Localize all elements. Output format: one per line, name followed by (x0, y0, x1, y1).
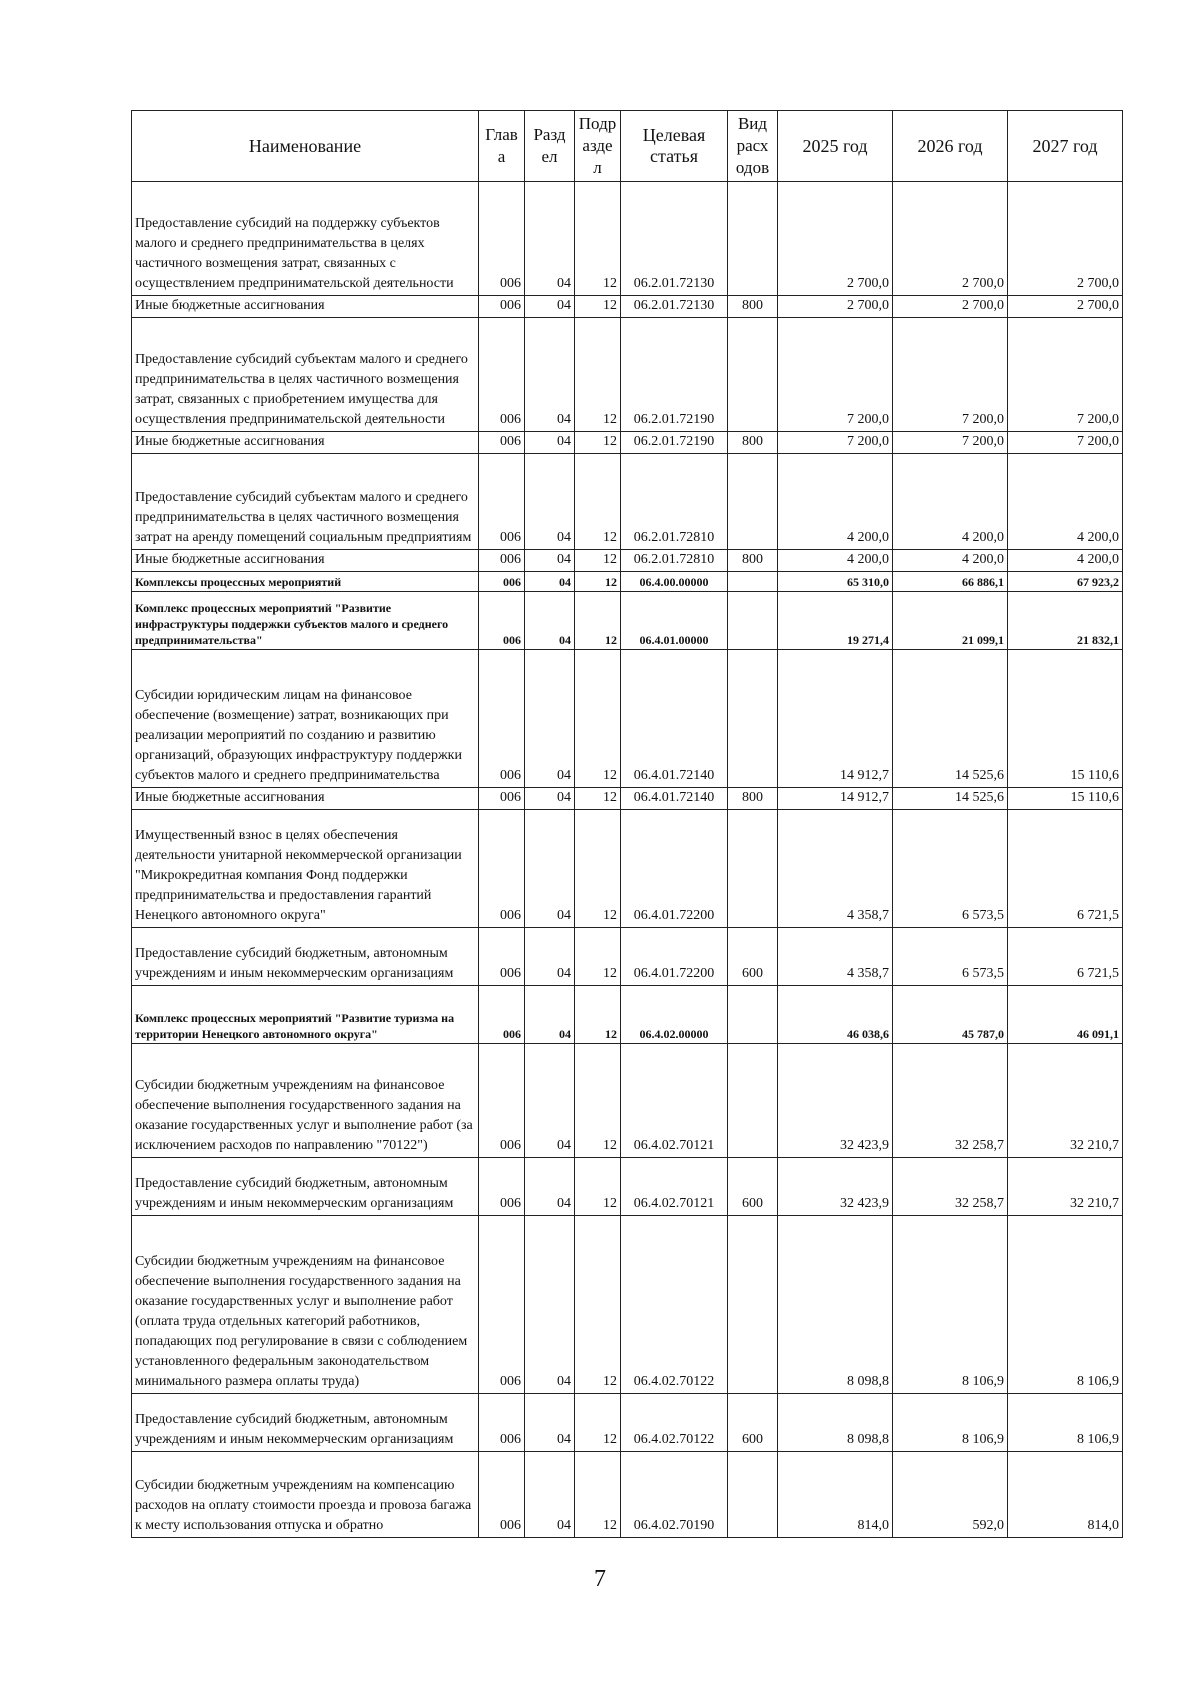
row-razdel-cell: 04 (525, 454, 575, 550)
table-row (132, 1216, 1123, 1394)
row-podrazdel-cell: 12 (575, 1044, 621, 1158)
table-row (132, 296, 1123, 318)
row-tselevaya-cell: 06.4.02.70121 (621, 1158, 728, 1216)
row-razdel-cell: 04 (525, 182, 575, 296)
row-2027-cell: 4 200,0 (1008, 550, 1123, 572)
row-2027-cell: 4 200,0 (1008, 454, 1123, 550)
row-name-cell: Имущественный взнос в целях обеспечения деятельности унитарной некоммерческой организации "Микрокредитная компания Фонд поддержки предпринимательства и предоставления гарантий Ненецкого автономного округа" (132, 810, 479, 928)
row-glava-cell: 006 (479, 928, 525, 986)
row-razdel-cell: 04 (525, 1394, 575, 1452)
row-razdel-cell: 04 (525, 986, 575, 1044)
row-2025-cell: 14 912,7 (778, 650, 893, 788)
row-2025-cell: 14 912,7 (778, 788, 893, 810)
row-2027-cell: 7 200,0 (1008, 432, 1123, 454)
row-name-cell: Субсидии бюджетным учреждениям на компенсацию расходов на оплату стоимости проезда и провоза багажа к месту использования отпуска и обратно (132, 1452, 479, 1538)
row-tselevaya-cell: 06.2.01.72130 (621, 182, 728, 296)
row-name-cell: Предоставление субсидий субъектам малого и среднего предпринимательства в целях частичного возмещения затрат на аренду помещений социальным предприятиям (132, 454, 479, 550)
row-2025-cell: 814,0 (778, 1452, 893, 1538)
row-glava-cell: 006 (479, 318, 525, 432)
table-row (132, 454, 1123, 550)
row-tselevaya-cell: 06.2.01.72190 (621, 432, 728, 454)
row-name-cell: Субсидии юридическим лицам на финансовое обеспечение (возмещение) затрат, возникающих при реализации мероприятий по созданию и развитию организаций, образующих инфраструктуру поддержки субъектов малого и среднего предпринимательства (132, 650, 479, 788)
row-tselevaya-cell: 06.4.02.70190 (621, 1452, 728, 1538)
row-razdel-cell: 04 (525, 572, 575, 592)
row-name-cell: Иные бюджетные ассигнования (132, 432, 479, 454)
row-vid-cell (728, 592, 778, 650)
header-name: Наименование (132, 111, 479, 182)
header-year-2027: 2027 год (1008, 111, 1123, 182)
row-razdel-cell: 04 (525, 1044, 575, 1158)
row-podrazdel-cell: 12 (575, 296, 621, 318)
row-vid-cell (728, 1044, 778, 1158)
row-2025-cell: 4 358,7 (778, 928, 893, 986)
row-2026-cell: 6 573,5 (893, 810, 1008, 928)
row-glava-cell: 006 (479, 1394, 525, 1452)
row-2026-cell: 7 200,0 (893, 318, 1008, 432)
row-2027-cell: 2 700,0 (1008, 182, 1123, 296)
row-2026-cell: 45 787,0 (893, 986, 1008, 1044)
row-vid-cell (728, 1452, 778, 1538)
row-razdel-cell: 04 (525, 1452, 575, 1538)
row-glava-cell: 006 (479, 650, 525, 788)
row-razdel-cell: 04 (525, 1158, 575, 1216)
row-2025-cell: 32 423,9 (778, 1044, 893, 1158)
row-2026-cell: 8 106,9 (893, 1216, 1008, 1394)
row-2026-cell: 14 525,6 (893, 650, 1008, 788)
row-razdel-cell: 04 (525, 550, 575, 572)
row-vid-cell (728, 1216, 778, 1394)
row-podrazdel-cell: 12 (575, 572, 621, 592)
row-podrazdel-cell: 12 (575, 1452, 621, 1538)
row-name-cell: Субсидии бюджетным учреждениям на финансовое обеспечение выполнения государственного задания на оказание государственных услуг и выполнение работ (оплата труда отдельных категорий работников, попадающих под регулирование в связи с соблюдением установленного федеральным законодательством минимального размера оплаты труда) (132, 1216, 479, 1394)
row-tselevaya-cell: 06.4.01.72200 (621, 928, 728, 986)
row-razdel-cell: 04 (525, 928, 575, 986)
row-tselevaya-cell: 06.4.01.72140 (621, 650, 728, 788)
row-tselevaya-cell: 06.4.01.72200 (621, 810, 728, 928)
row-2027-cell: 32 210,7 (1008, 1044, 1123, 1158)
row-2026-cell: 32 258,7 (893, 1044, 1008, 1158)
row-vid-cell: 800 (728, 788, 778, 810)
row-2026-cell: 4 200,0 (893, 454, 1008, 550)
row-glava-cell: 006 (479, 454, 525, 550)
row-glava-cell: 006 (479, 296, 525, 318)
row-podrazdel-cell: 12 (575, 1158, 621, 1216)
table-row (132, 572, 1123, 592)
row-name-cell: Комплексы процессных мероприятий (132, 572, 479, 592)
row-2025-cell: 32 423,9 (778, 1158, 893, 1216)
row-2026-cell: 6 573,5 (893, 928, 1008, 986)
row-glava-cell: 006 (479, 550, 525, 572)
row-vid-cell (728, 650, 778, 788)
row-tselevaya-cell: 06.4.02.70122 (621, 1394, 728, 1452)
row-razdel-cell: 04 (525, 810, 575, 928)
row-podrazdel-cell: 12 (575, 788, 621, 810)
row-podrazdel-cell: 12 (575, 1216, 621, 1394)
row-2027-cell: 15 110,6 (1008, 650, 1123, 788)
table-row (132, 318, 1123, 432)
table-row (132, 986, 1123, 1044)
table-row (132, 810, 1123, 928)
row-2025-cell: 65 310,0 (778, 572, 893, 592)
row-glava-cell: 006 (479, 1452, 525, 1538)
row-podrazdel-cell: 12 (575, 550, 621, 572)
row-2027-cell: 67 923,2 (1008, 572, 1123, 592)
row-podrazdel-cell: 12 (575, 454, 621, 550)
row-tselevaya-cell: 06.2.01.72190 (621, 318, 728, 432)
table-row (132, 928, 1123, 986)
table-body (132, 182, 1123, 1538)
row-2026-cell: 14 525,6 (893, 788, 1008, 810)
header-glava: Глав а (479, 111, 525, 182)
row-name-cell: Иные бюджетные ассигнования (132, 550, 479, 572)
row-razdel-cell: 04 (525, 788, 575, 810)
row-2026-cell: 21 099,1 (893, 592, 1008, 650)
row-2027-cell: 46 091,1 (1008, 986, 1123, 1044)
row-2026-cell: 7 200,0 (893, 432, 1008, 454)
row-2025-cell: 46 038,6 (778, 986, 893, 1044)
row-2027-cell: 6 721,5 (1008, 810, 1123, 928)
row-vid-cell (728, 318, 778, 432)
row-vid-cell: 600 (728, 1158, 778, 1216)
row-glava-cell: 006 (479, 810, 525, 928)
row-2026-cell: 4 200,0 (893, 550, 1008, 572)
row-2025-cell: 2 700,0 (778, 182, 893, 296)
table-row (132, 1452, 1123, 1538)
row-name-cell: Предоставление субсидий бюджетным, автономным учреждениям и иным некоммерческим организациям (132, 928, 479, 986)
table-row (132, 550, 1123, 572)
row-razdel-cell: 04 (525, 296, 575, 318)
row-podrazdel-cell: 12 (575, 318, 621, 432)
row-podrazdel-cell: 12 (575, 1394, 621, 1452)
row-tselevaya-cell: 06.4.02.00000 (621, 986, 728, 1044)
row-vid-cell (728, 572, 778, 592)
budget-table (131, 110, 1123, 1538)
row-tselevaya-cell: 06.2.01.72130 (621, 296, 728, 318)
row-2027-cell: 21 832,1 (1008, 592, 1123, 650)
row-podrazdel-cell: 12 (575, 986, 621, 1044)
row-2027-cell: 32 210,7 (1008, 1158, 1123, 1216)
row-name-cell: Комплекс процессных мероприятий "Развитие туризма на территории Ненецкого автономного округа" (132, 986, 479, 1044)
row-podrazdel-cell: 12 (575, 182, 621, 296)
row-podrazdel-cell: 12 (575, 810, 621, 928)
row-razdel-cell: 04 (525, 650, 575, 788)
row-2027-cell: 7 200,0 (1008, 318, 1123, 432)
row-name-cell: Иные бюджетные ассигнования (132, 296, 479, 318)
row-name-cell: Предоставление субсидий на поддержку субъектов малого и среднего предпринимательства в целях частичного возмещения затрат, связанных с осуществлением предпринимательской деятельности (132, 182, 479, 296)
row-name-cell: Субсидии бюджетным учреждениям на финансовое обеспечение выполнения государственного задания на оказание государственных услуг и выполнение работ (за исключением расходов по направлению "70122") (132, 1044, 479, 1158)
table-row (132, 182, 1123, 296)
row-tselevaya-cell: 06.4.00.00000 (621, 572, 728, 592)
row-2026-cell: 2 700,0 (893, 182, 1008, 296)
table-row (132, 1044, 1123, 1158)
row-glava-cell: 006 (479, 432, 525, 454)
table-row (132, 1394, 1123, 1452)
row-name-cell: Комплекс процессных мероприятий "Развитие инфраструктуры поддержки субъектов малого и среднего предпринимательства" (132, 592, 479, 650)
row-2025-cell: 4 358,7 (778, 810, 893, 928)
row-tselevaya-cell: 06.4.01.00000 (621, 592, 728, 650)
table-header-row (132, 111, 1123, 182)
row-tselevaya-cell: 06.4.02.70122 (621, 1216, 728, 1394)
row-2027-cell: 15 110,6 (1008, 788, 1123, 810)
table-row (132, 1158, 1123, 1216)
row-glava-cell: 006 (479, 182, 525, 296)
header-podrazdel: Подр азде л (575, 111, 621, 182)
row-vid-cell: 800 (728, 296, 778, 318)
row-podrazdel-cell: 12 (575, 928, 621, 986)
row-glava-cell: 006 (479, 1216, 525, 1394)
row-2025-cell: 19 271,4 (778, 592, 893, 650)
table-row (132, 432, 1123, 454)
row-2027-cell: 8 106,9 (1008, 1216, 1123, 1394)
header-year-2025: 2025 год (778, 111, 893, 182)
row-2025-cell: 8 098,8 (778, 1394, 893, 1452)
row-vid-cell (728, 182, 778, 296)
row-tselevaya-cell: 06.4.01.72140 (621, 788, 728, 810)
row-2025-cell: 7 200,0 (778, 432, 893, 454)
row-vid-cell: 800 (728, 432, 778, 454)
row-name-cell: Предоставление субсидий субъектам малого и среднего предпринимательства в целях частичного возмещения затрат, связанных с приобретением имущества для осуществления предпринимательской деятельности (132, 318, 479, 432)
table-row (132, 592, 1123, 650)
row-razdel-cell: 04 (525, 432, 575, 454)
row-podrazdel-cell: 12 (575, 432, 621, 454)
row-2025-cell: 4 200,0 (778, 550, 893, 572)
row-vid-cell (728, 454, 778, 550)
row-name-cell: Предоставление субсидий бюджетным, автономным учреждениям и иным некоммерческим организациям (132, 1158, 479, 1216)
row-2027-cell: 6 721,5 (1008, 928, 1123, 986)
row-podrazdel-cell: 12 (575, 592, 621, 650)
row-vid-cell: 800 (728, 550, 778, 572)
header-vid-raskhodov: Вид расх одов (728, 111, 778, 182)
row-2026-cell: 2 700,0 (893, 296, 1008, 318)
row-vid-cell: 600 (728, 1394, 778, 1452)
row-name-cell: Иные бюджетные ассигнования (132, 788, 479, 810)
row-vid-cell (728, 986, 778, 1044)
row-2025-cell: 8 098,8 (778, 1216, 893, 1394)
row-razdel-cell: 04 (525, 592, 575, 650)
table-row (132, 650, 1123, 788)
row-2025-cell: 4 200,0 (778, 454, 893, 550)
row-razdel-cell: 04 (525, 318, 575, 432)
header-tselevaya-statya: Целевая статья (621, 111, 728, 182)
row-2025-cell: 7 200,0 (778, 318, 893, 432)
header-year-2026: 2026 год (893, 111, 1008, 182)
row-glava-cell: 006 (479, 1158, 525, 1216)
row-2027-cell: 2 700,0 (1008, 296, 1123, 318)
row-2027-cell: 8 106,9 (1008, 1394, 1123, 1452)
row-tselevaya-cell: 06.2.01.72810 (621, 454, 728, 550)
row-tselevaya-cell: 06.2.01.72810 (621, 550, 728, 572)
row-2026-cell: 8 106,9 (893, 1394, 1008, 1452)
row-2026-cell: 592,0 (893, 1452, 1008, 1538)
row-name-cell: Предоставление субсидий бюджетным, автономным учреждениям и иным некоммерческим организациям (132, 1394, 479, 1452)
row-podrazdel-cell: 12 (575, 650, 621, 788)
row-2026-cell: 66 886,1 (893, 572, 1008, 592)
table-row (132, 788, 1123, 810)
row-vid-cell: 600 (728, 928, 778, 986)
row-vid-cell (728, 810, 778, 928)
row-razdel-cell: 04 (525, 1216, 575, 1394)
row-glava-cell: 006 (479, 986, 525, 1044)
row-glava-cell: 006 (479, 1044, 525, 1158)
row-2025-cell: 2 700,0 (778, 296, 893, 318)
row-glava-cell: 006 (479, 572, 525, 592)
row-glava-cell: 006 (479, 788, 525, 810)
row-2027-cell: 814,0 (1008, 1452, 1123, 1538)
page-number: 7 (594, 1566, 606, 1592)
row-tselevaya-cell: 06.4.02.70121 (621, 1044, 728, 1158)
row-2026-cell: 32 258,7 (893, 1158, 1008, 1216)
row-glava-cell: 006 (479, 592, 525, 650)
header-razdel: Разд ел (525, 111, 575, 182)
